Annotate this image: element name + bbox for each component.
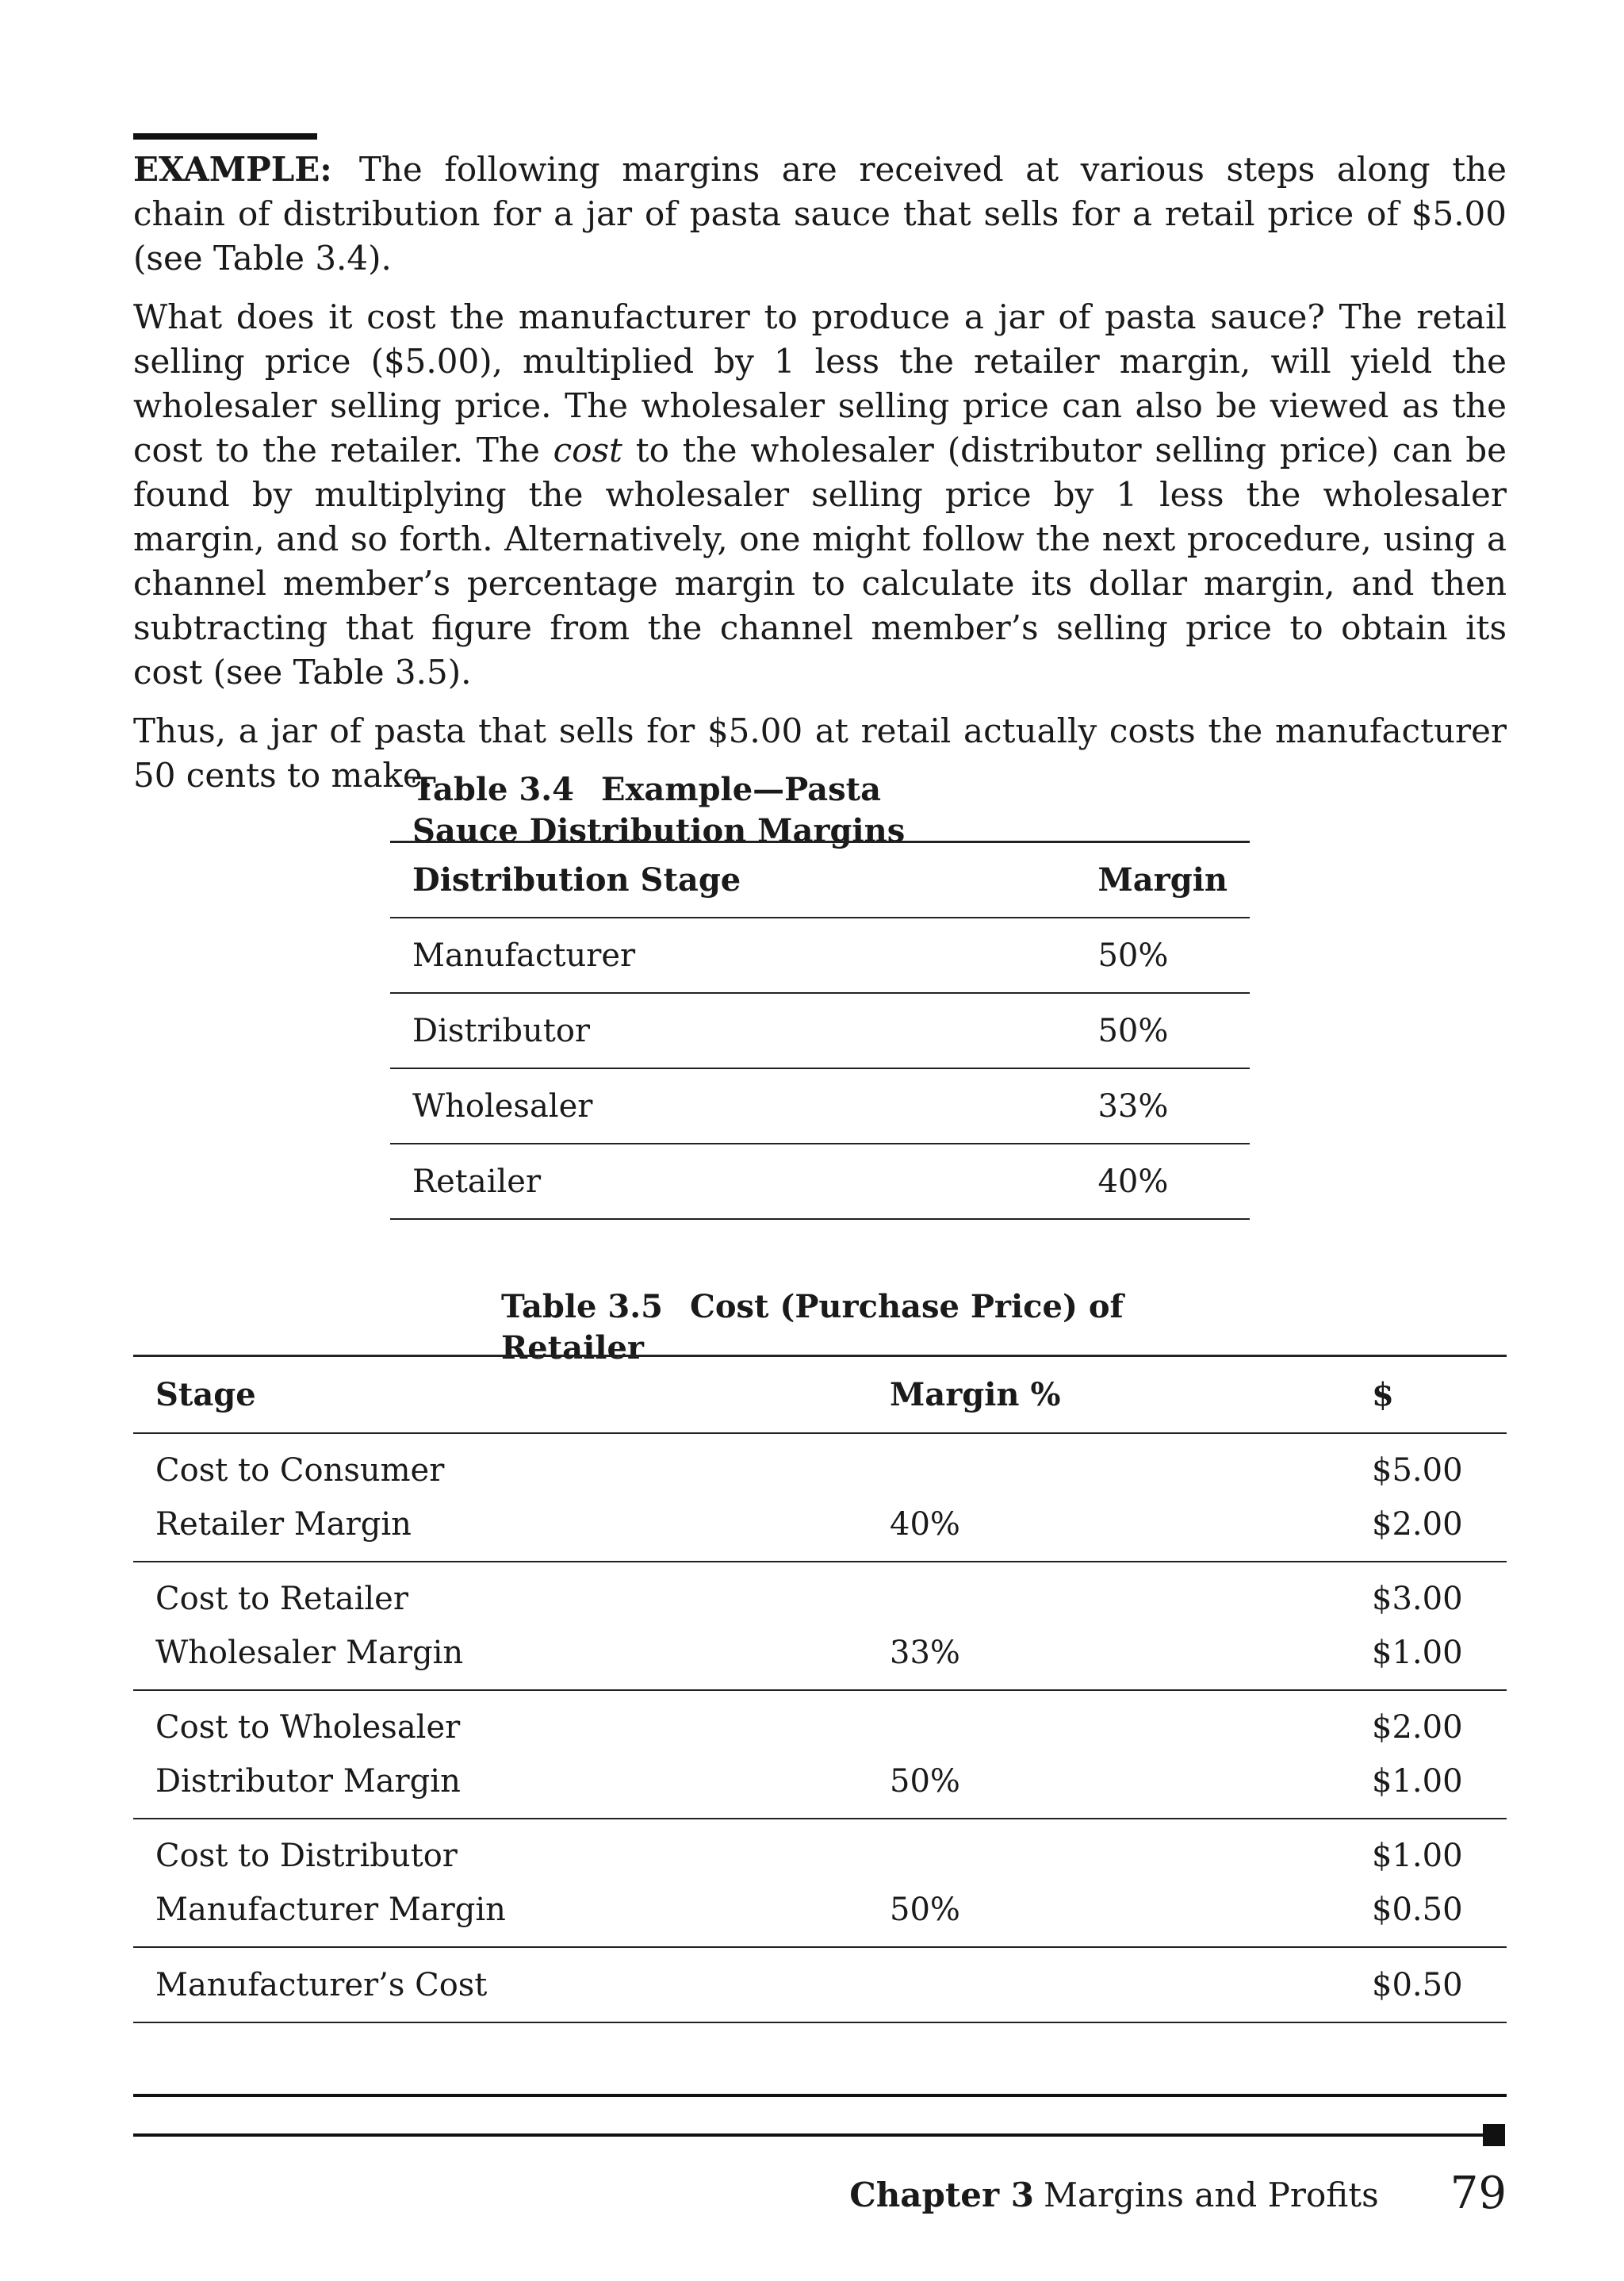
row-group-wholesaler <box>133 1562 1507 1690</box>
table-row <box>133 1433 1507 1497</box>
page-number: 79 <box>1450 2168 1507 2219</box>
table-row <box>133 1754 1507 1819</box>
column-header-distribution-stage: Distribution Stage <box>390 842 1075 918</box>
column-header-margin: Margin <box>1075 842 1250 918</box>
margin-cell <box>868 1433 1372 1497</box>
table-row <box>133 1497 1507 1562</box>
table-row <box>133 1690 1507 1754</box>
explanation-text-start: What does it cost the manufacturer to produce a jar of pasta sauce? The retail selling price ($5.00), multiplied by 1 less the retailer margin, will yield the wholesaler selling price. The wholesaler selling price can also be viewed as the cost to the retailer. The <box>133 297 1507 470</box>
footer-rule-top <box>133 2094 1507 2097</box>
row-group-retailer <box>133 1433 1507 1562</box>
footer-rule-bottom <box>133 2133 1494 2137</box>
margin-cell: 40% <box>1075 1144 1250 1219</box>
amount-cell: $2.00 <box>1372 1709 1463 1746</box>
stage-cell: Manufacturer Margin <box>133 1883 868 1947</box>
example-label: EXAMPLE: <box>133 150 332 189</box>
stage-cell: Retailer Margin <box>133 1497 868 1562</box>
body-text <box>133 148 1507 812</box>
margin-cell <box>868 1690 1372 1754</box>
table-row <box>133 1626 1507 1690</box>
amount-cell: $1.00 <box>1372 1626 1507 1690</box>
table-row <box>133 1562 1507 1626</box>
margin-cell: 50% <box>1075 993 1250 1068</box>
explanation-paragraph <box>133 295 1507 695</box>
stage-cell: Distributor Margin <box>133 1754 868 1819</box>
stage-cell: Cost to Retailer <box>155 1581 408 1617</box>
row-group-manufacturer <box>133 1819 1507 1947</box>
stage-cell: Manufacturer <box>390 918 1075 993</box>
table-3-4-header-row <box>390 842 1250 918</box>
stage-cell: Wholesaler Margin <box>133 1626 868 1690</box>
table-row <box>133 1883 1507 1947</box>
margin-cell <box>868 1819 1372 1883</box>
table-3-4-number: Table 3.4 <box>412 771 574 808</box>
margin-cell: 50% <box>868 1754 1372 1819</box>
table-row <box>390 1068 1250 1144</box>
footer-square-marker <box>1483 2124 1505 2146</box>
example-text: The following margins are received at various steps along the chain of distribution for a jar of pasta sauce that sells for a retail price of $5.00 (see Table 3.4). <box>133 150 1507 278</box>
margin-cell <box>868 1562 1372 1626</box>
table-row <box>390 918 1250 993</box>
row-group-total <box>133 1947 1507 2022</box>
stage-cell: Wholesaler <box>390 1068 1075 1144</box>
example-paragraph <box>133 148 1507 281</box>
stage-cell: Manufacturer’s Cost <box>133 1947 868 2022</box>
margin-cell: 33% <box>1075 1068 1250 1144</box>
table-row <box>390 993 1250 1068</box>
section-top-rule <box>133 133 317 140</box>
table-3-5 <box>133 1355 1507 2023</box>
conclusion-paragraph: Thus, a jar of pasta that sells for $5.00 at retail actually costs the manufacturer 50 cents to make. <box>133 711 1507 795</box>
column-header-dollars: $ <box>1372 1356 1507 1434</box>
amount-cell: $2.00 <box>1372 1497 1507 1562</box>
footer-chapter-label: Chapter 3 <box>849 2176 1034 2214</box>
amount-cell: $0.50 <box>1372 1947 1507 2022</box>
column-header-stage: Stage <box>133 1356 868 1434</box>
table-3-4-title: Example—Pasta Sauce Distribution Margins <box>412 771 906 849</box>
table-3-4-caption <box>412 769 993 852</box>
stage-cell: Retailer <box>390 1144 1075 1219</box>
amount-cell: $1.00 <box>1372 1754 1507 1819</box>
margin-cell: 50% <box>1075 918 1250 993</box>
stage-cell: Cost to Distributor <box>155 1838 458 1874</box>
margin-cell <box>868 1947 1372 2022</box>
amount-cell: $5.00 <box>1372 1452 1463 1489</box>
table-row-total <box>133 1947 1507 2022</box>
margin-cell: 50% <box>868 1883 1372 1947</box>
explanation-text-end: to the wholesaler (distributor selling price) can be found by multiplying the wholesaler selling price by 1 less the wholesaler margin, and so forth. Alternatively, one might follow the next procedure, using a channel member’s percentage margin to calculate its dollar margin, and then subtracting that figure from the channel member’s selling price to obtain its cost (see Table 3.5). <box>133 431 1507 692</box>
running-footer <box>849 2170 1507 2219</box>
table-3-5-number: Table 3.5 <box>501 1288 663 1325</box>
table-3-5-title: Cost (Purchase Price) of Retailer <box>501 1288 1124 1367</box>
amount-cell: $1.00 <box>1372 1838 1463 1874</box>
footer-chapter-title: Margins and Profits <box>1043 2176 1379 2214</box>
book-page <box>133 0 1507 2281</box>
amount-cell: $3.00 <box>1372 1581 1463 1617</box>
margin-cell: 40% <box>868 1497 1372 1562</box>
margin-cell: 33% <box>868 1626 1372 1690</box>
stage-cell: Cost to Consumer <box>155 1452 445 1489</box>
amount-cell: $0.50 <box>1372 1883 1507 1947</box>
row-group-distributor <box>133 1690 1507 1819</box>
explanation-italic-word: cost <box>553 431 622 470</box>
stage-cell: Distributor <box>390 993 1075 1068</box>
stage-cell: Cost to Wholesaler <box>155 1709 461 1746</box>
table-row <box>133 1819 1507 1883</box>
column-header-margin-percent: Margin % <box>868 1356 1372 1434</box>
table-3-4 <box>390 841 1250 1220</box>
table-3-5-header-row <box>133 1356 1507 1434</box>
table-row <box>390 1144 1250 1219</box>
